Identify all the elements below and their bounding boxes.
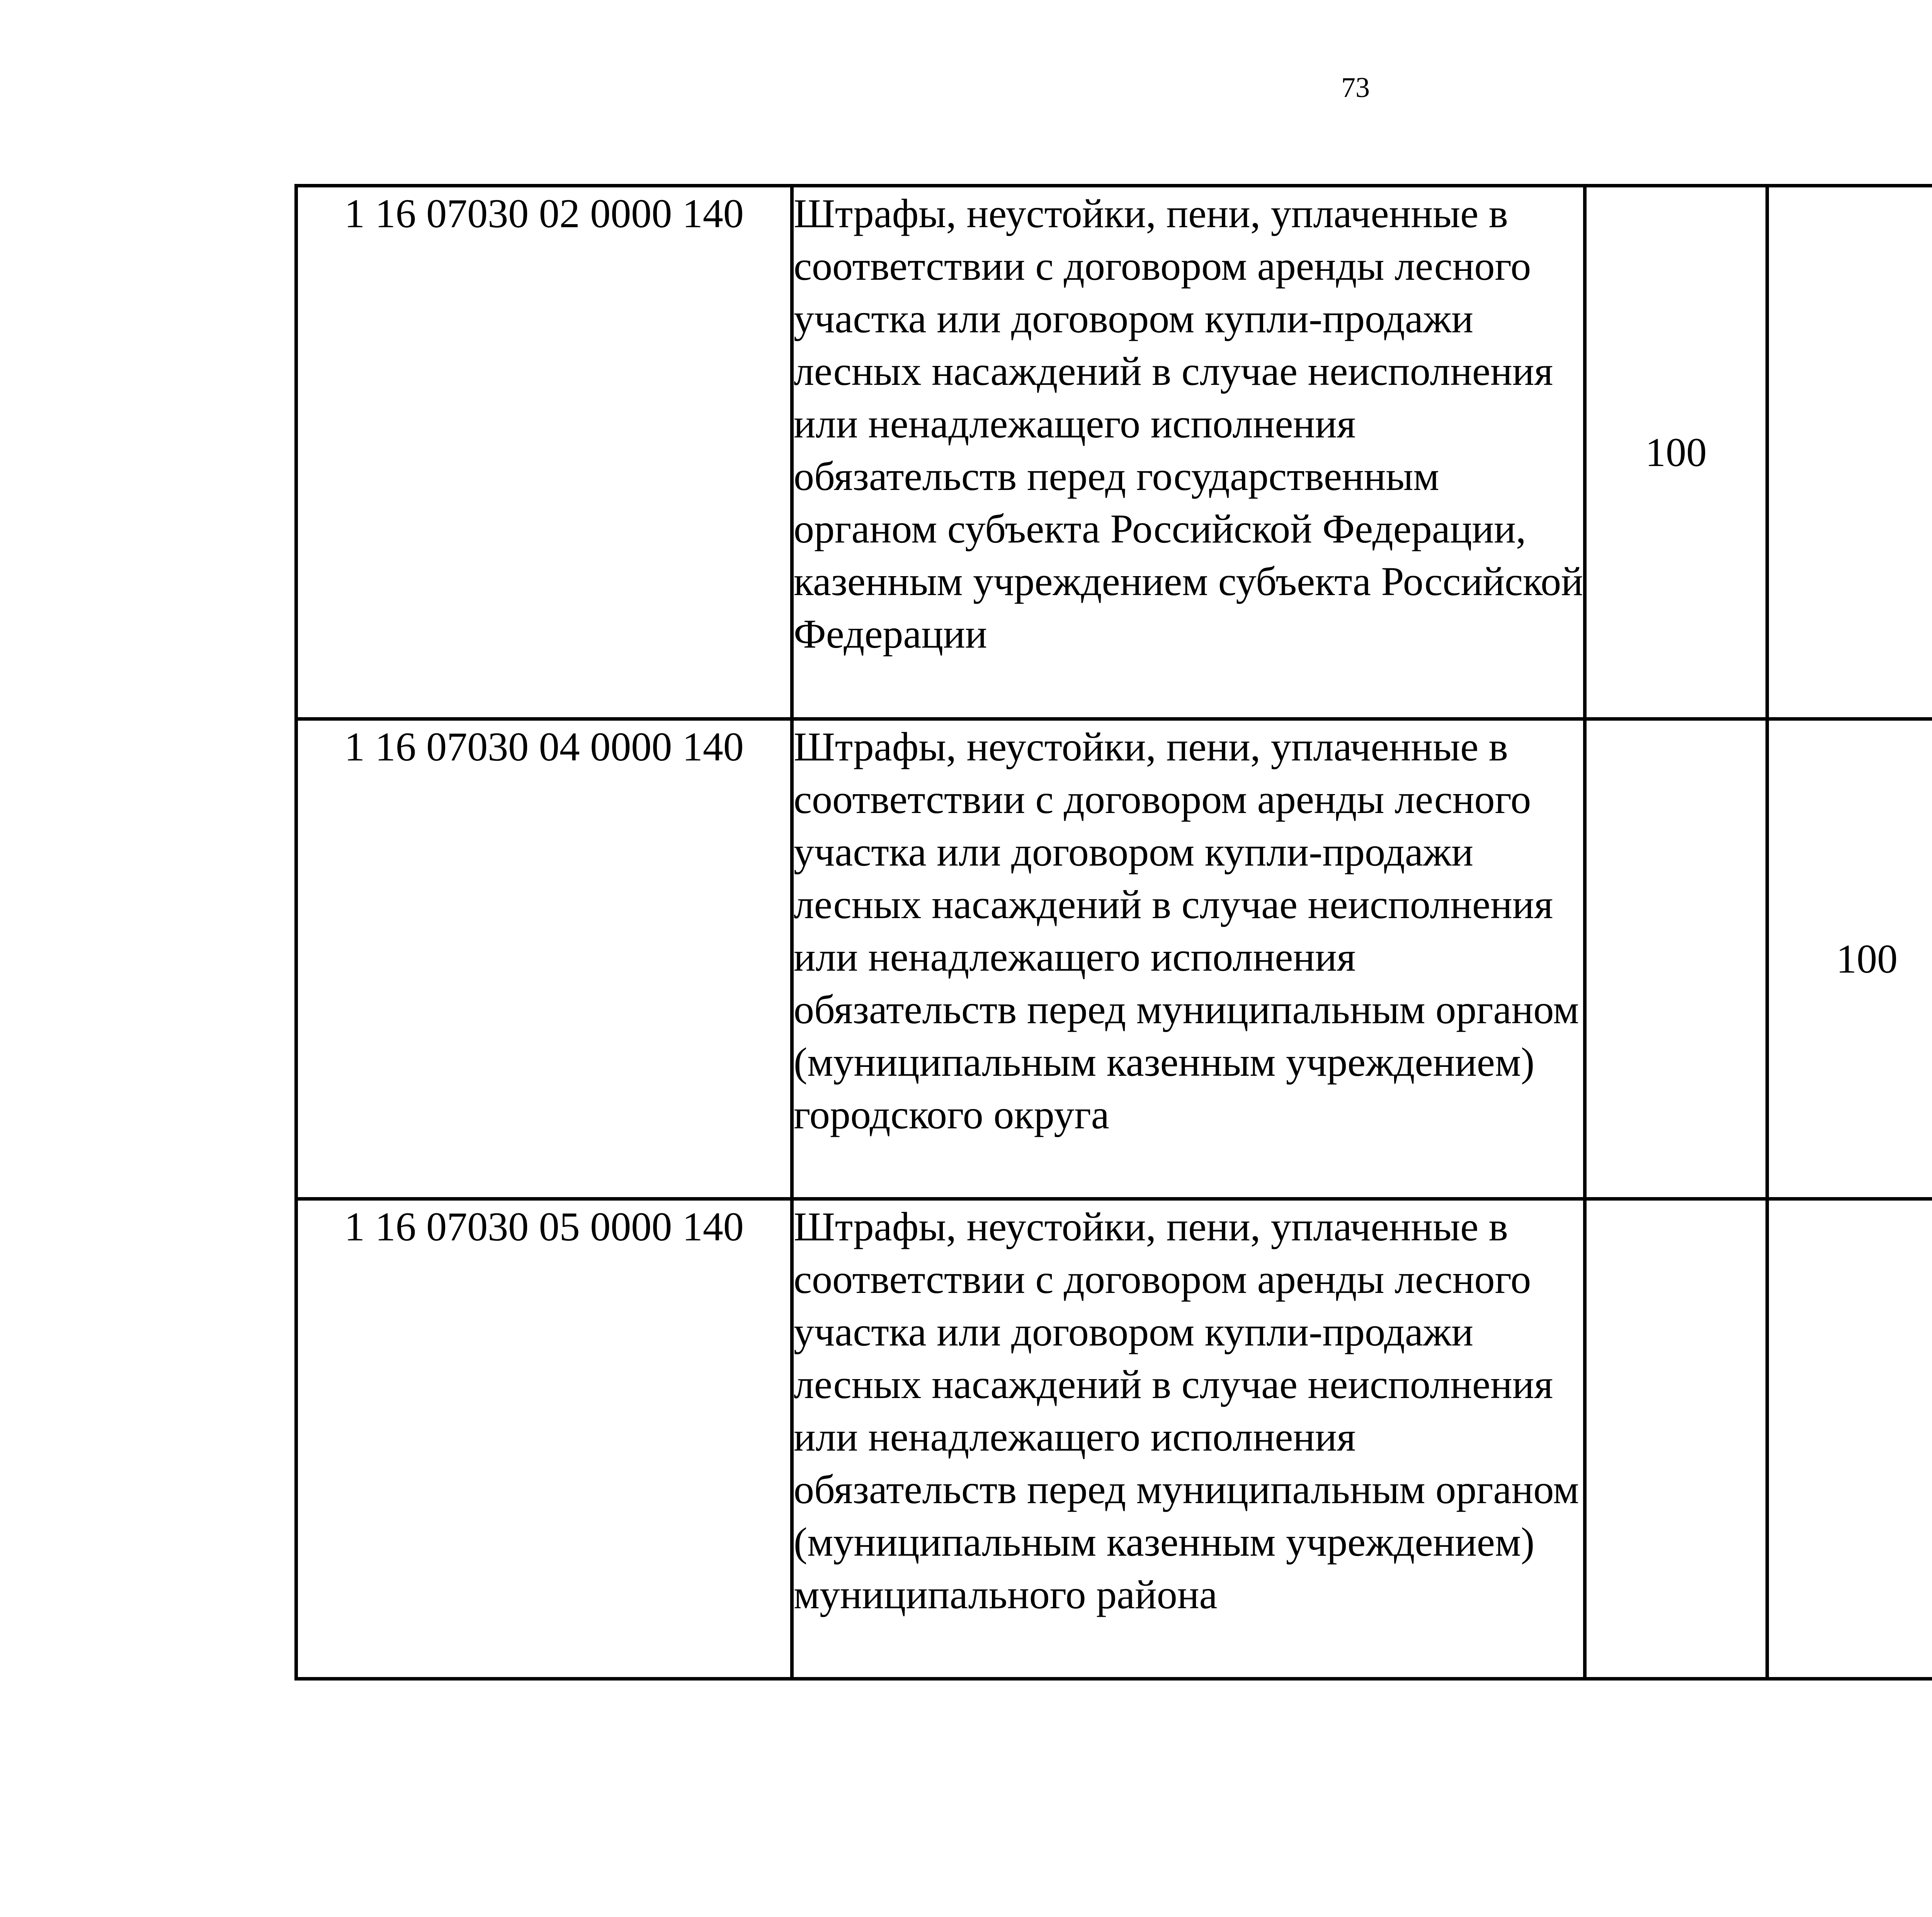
revenue-name-cell: Штрафы, неустойки, пени, уплаченные в соответствии с договором аренды лесного участка или договором купли-продажи лесных насаждений в случае неисполнения или ненадлежащего исполнения обязательств перед государственным органом субъекта Российской Федерации, казенным учреждением субъекта Российской Федерации xyxy=(792,186,1585,719)
table-row xyxy=(296,186,1932,719)
revenue-code-cell: 1 16 07030 05 0000 140 xyxy=(296,1199,792,1679)
table-row xyxy=(296,719,1932,1199)
percentage-cell: 100 xyxy=(1585,186,1767,719)
revenue-name-cell: Штрафы, неустойки, пени, уплаченные в соответствии с договором аренды лесного участка или договором купли-продажи лесных насаждений в случае неисполнения или ненадлежащего исполнения обязательств перед муниципальным органом (муниципальным казенным учреждением) городского округа xyxy=(792,719,1585,1199)
revenue-distribution-table xyxy=(294,184,1932,1681)
revenue-name-cell: Штрафы, неустойки, пени, уплаченные в соответствии с договором аренды лесного участка или договором купли-продажи лесных насаждений в случае неисполнения или ненадлежащего исполнения обязательств перед муниципальным органом (муниципальным казенным учреждением) муниципального района xyxy=(792,1199,1585,1679)
revenue-code-cell: 1 16 07030 02 0000 140 xyxy=(296,186,792,719)
table-row xyxy=(296,1199,1932,1679)
percentage-cell xyxy=(1585,1199,1767,1679)
revenue-code-cell: 1 16 07030 04 0000 140 xyxy=(296,719,792,1199)
percentage-cell xyxy=(1767,186,1932,719)
percentage-cell: 100 xyxy=(1767,719,1932,1199)
percentage-cell xyxy=(1767,1199,1932,1679)
page-number: 73 xyxy=(1341,72,1370,104)
percentage-cell xyxy=(1585,719,1767,1199)
